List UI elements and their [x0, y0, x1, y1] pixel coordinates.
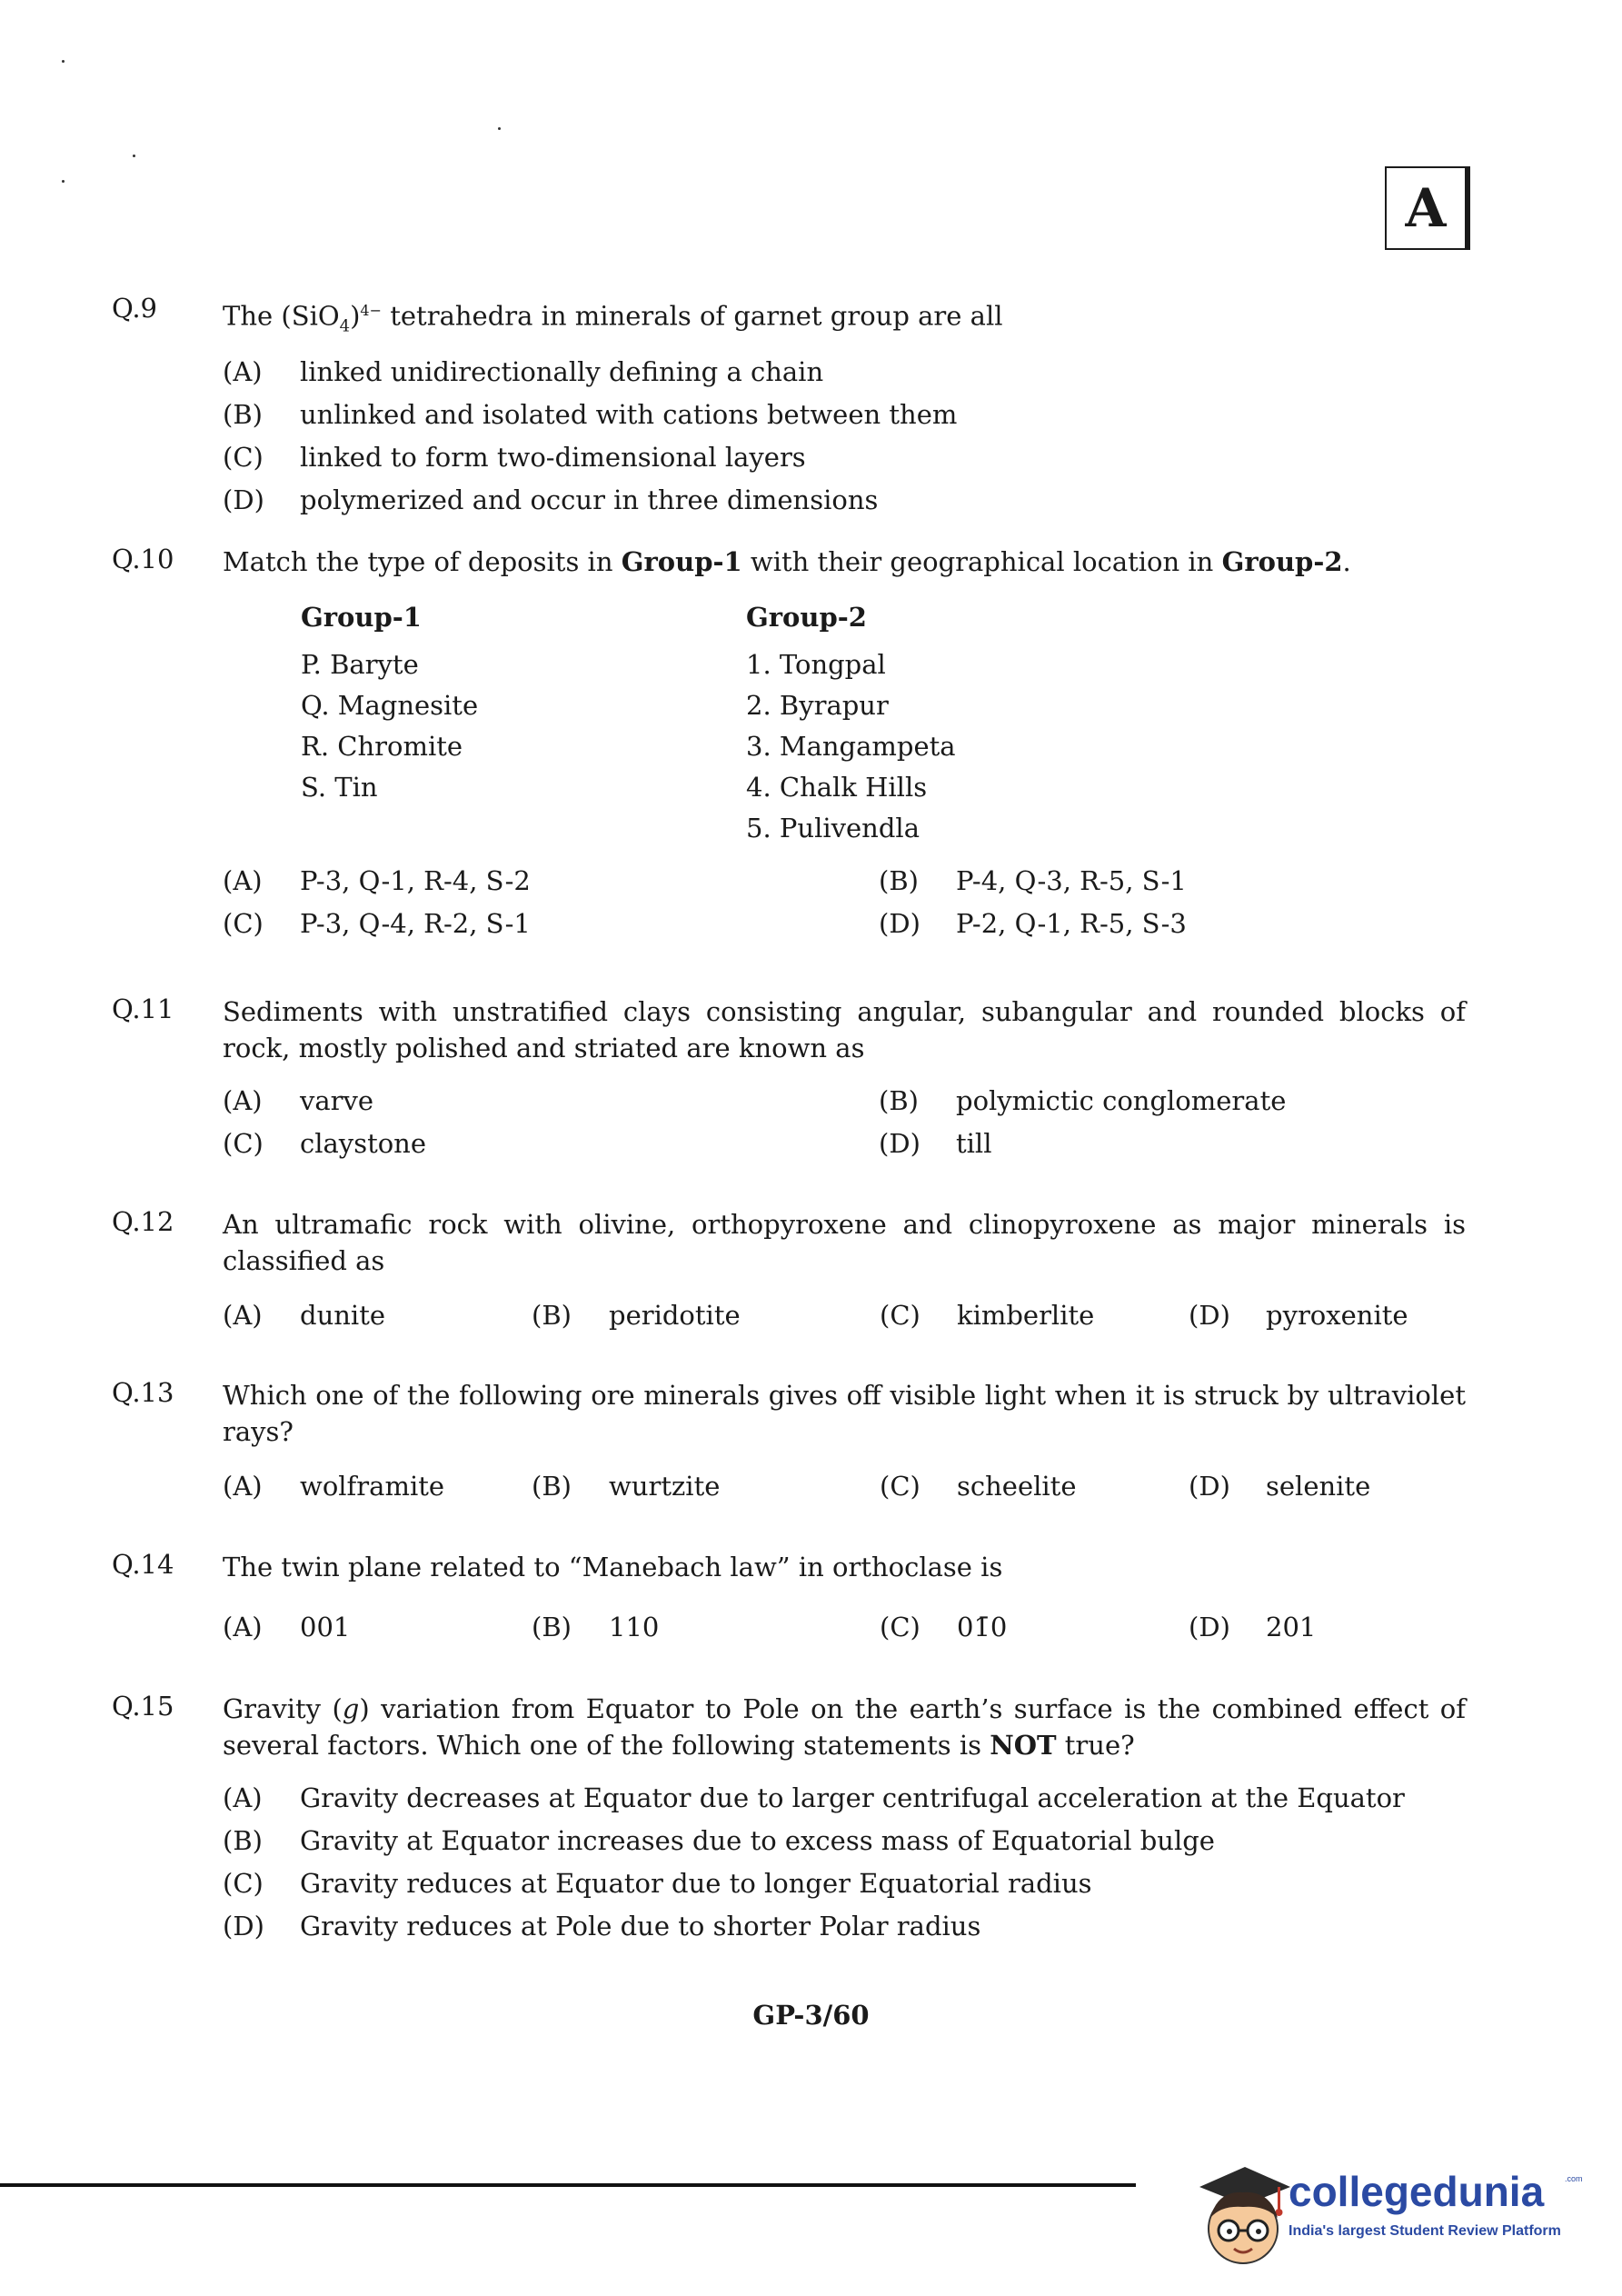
question-number: Q.13: [112, 1377, 174, 1408]
question-11: [112, 993, 1466, 1164]
option-a: (A) linked unidirectionally defining a chain: [223, 355, 824, 387]
option-a: (A) wolframite: [223, 1470, 445, 1502]
option-c: (C) Gravity reduces at Equator due to longer Equatorial radius: [223, 1867, 1092, 1899]
option-d: (D) Gravity reduces at Pole due to shorter Polar radius: [223, 1910, 981, 1942]
question-text: Match the type of deposits in Group-1 with their geographical location in Group-2.: [223, 546, 1351, 577]
match-table: [301, 591, 1466, 848]
group-2-item: 3. Mangampeta: [746, 730, 956, 762]
brand-tagline: India's largest Student Review Platform: [1289, 2223, 1561, 2239]
question-13: [112, 1377, 1466, 1507]
question-15: [112, 1691, 1466, 1947]
question-text: The $(SiO_4)^{4-}$ tetrahedra in minerals of garnet group are all: [223, 300, 1003, 336]
group-1-item: S. Tin: [301, 771, 378, 803]
question-text: Gravity (g) variation from Equator to Pole on the earth’s surface is the combined effect of several factors. Which one of the following statements is NOT true?: [223, 1693, 1466, 1761]
group-2-heading: Group-2: [746, 602, 867, 633]
scan-speck: [133, 155, 135, 157]
page-footer-code: GP-3/60: [752, 2000, 870, 2031]
group-1-heading: Group-1: [301, 602, 422, 633]
group-2-item: 2. Byrapur: [746, 689, 889, 721]
option-a: (A) varve: [223, 1084, 374, 1116]
scan-speck: [62, 180, 65, 183]
question-number: Q.14: [112, 1549, 174, 1580]
group-2-item: 1. Tongpal: [746, 648, 886, 680]
option-d: (D) polymerized and occur in three dimensions: [223, 484, 879, 515]
option-d: (D) selenite: [1189, 1470, 1371, 1502]
group-1-item: P. Baryte: [301, 648, 419, 680]
scan-speck: [62, 60, 65, 63]
option-b: (B) peridotite: [532, 1299, 741, 1331]
scan-speck: [498, 127, 501, 130]
option-d: (D) P-2, Q-1, R-5, S-3: [879, 907, 1187, 939]
option-c: (C) kimberlite: [880, 1299, 1095, 1331]
question-number: Q.10: [112, 544, 174, 574]
option-b: (B) polymictic conglomerate: [879, 1084, 1287, 1116]
question-12: [112, 1206, 1466, 1336]
option-a: (A) Gravity decreases at Equator due to larger centrifugal acceleration at the Equator: [223, 1782, 1405, 1813]
option-a: (A) dunite: [223, 1299, 386, 1331]
option-d: (D) till: [879, 1127, 992, 1159]
option-b: (B) Gravity at Equator increases due to excess mass of Equatorial bulge: [223, 1824, 1215, 1856]
question-set-code: A: [1385, 166, 1467, 250]
option-b: (B) wurtzite: [532, 1470, 721, 1502]
group-1-item: [301, 807, 746, 848]
option-b: (B) P-4, Q-3, R-5, S-1: [879, 864, 1187, 896]
group-1-item: R. Chromite: [301, 730, 463, 762]
question-number: Q.11: [112, 993, 174, 1024]
brand-tld: .com: [1565, 2174, 1583, 2183]
option-b: (B) unlinked and isolated with cations between them: [223, 398, 958, 430]
option-c: (C) claystone: [223, 1127, 427, 1159]
question-text: Sediments with unstratified clays consisting angular, subangular and rounded blocks of rock, mostly polished and striated are known as: [223, 996, 1466, 1063]
option-a: (A) 001: [223, 1611, 351, 1642]
question-number: Q.9: [112, 293, 157, 324]
option-a: (A) P-3, Q-1, R-4, S-2: [223, 864, 531, 896]
brand-name: collegedunia: [1289, 2168, 1545, 2215]
group-2-item: 5. Pulivendla: [746, 812, 920, 844]
question-text: The twin plane related to “Manebach law” in orthoclase is: [223, 1552, 1003, 1582]
question-number: Q.12: [112, 1206, 174, 1237]
option-d: (D) pyroxenite: [1189, 1299, 1408, 1331]
option-c: (C) scheelite: [880, 1470, 1077, 1502]
bottom-rule: [0, 2183, 1136, 2187]
group-2-item: 4. Chalk Hills: [746, 771, 928, 803]
option-c: (C) 01̄0: [880, 1611, 1008, 1642]
option-c: (C) P-3, Q-4, R-2, S-1: [223, 907, 531, 939]
option-c: (C) linked to form two-dimensional layers: [223, 441, 806, 473]
option-d: (D) 201: [1189, 1611, 1317, 1642]
group-1-item: Q. Magnesite: [301, 689, 479, 721]
question-9: [112, 293, 1466, 521]
question-number: Q.15: [112, 1691, 174, 1722]
question-text: Which one of the following ore minerals gives off visible light when it is struck by ultraviolet rays?: [223, 1380, 1466, 1447]
question-text: An ultramafic rock with olivine, orthopyroxene and clinopyroxene as major minerals is classified as: [223, 1209, 1466, 1276]
question-10: [112, 544, 1466, 944]
option-b: (B) 110: [532, 1611, 660, 1642]
question-14: [112, 1549, 1466, 1648]
